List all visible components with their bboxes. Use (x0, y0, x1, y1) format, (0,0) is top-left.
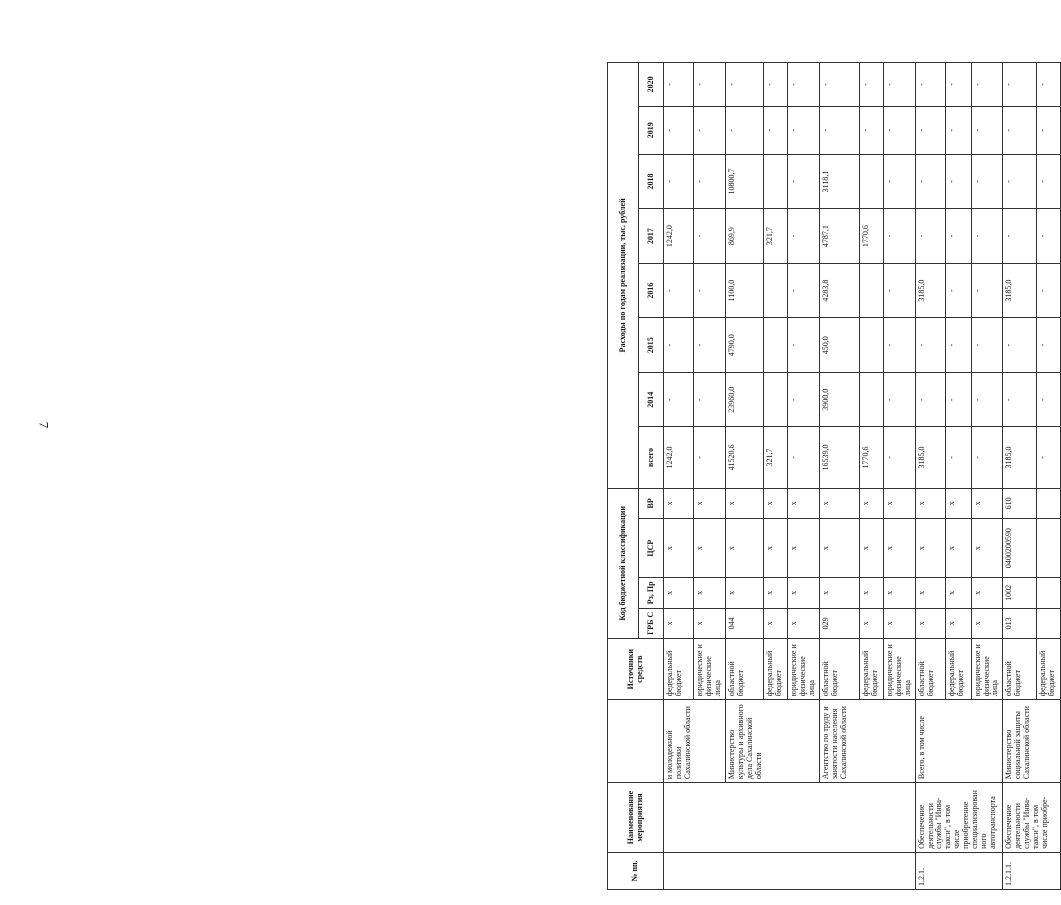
row-value-5: - (1003, 154, 1037, 209)
row-value-1 (859, 372, 883, 427)
row-vr: х (859, 488, 883, 519)
row-value-0: 41520,6 (725, 427, 763, 488)
row-value-0: - (1037, 427, 1061, 488)
table-body (664, 63, 1061, 890)
row-value-1: - (915, 372, 945, 427)
row-value-4: - (694, 209, 726, 264)
row-value-2: - (945, 318, 971, 373)
row-vr: х (694, 488, 726, 519)
page-number: 7 (36, 421, 52, 429)
table-row (725, 63, 763, 890)
row-value-0: 3185,0 (915, 427, 945, 488)
row-value-7: - (883, 63, 915, 107)
row-value-4: 321,7 (763, 209, 787, 264)
header-kbk-2: ЦСР (639, 519, 664, 578)
row-value-7: - (971, 63, 1003, 107)
header-executor (608, 700, 664, 783)
row-value-6: - (787, 106, 819, 154)
row-number: 1.2.1. (915, 852, 1003, 889)
row-rzpr: х (725, 578, 763, 609)
row-vr: х (725, 488, 763, 519)
table-row (819, 63, 859, 890)
row-source: юридические и физические лица (971, 639, 1003, 700)
row-value-1: - (971, 372, 1003, 427)
row-value-2: - (915, 318, 945, 373)
row-value-0: - (883, 427, 915, 488)
row-vr: х (819, 488, 859, 519)
row-rzpr: х (763, 578, 787, 609)
header-year-1: 2014 (639, 372, 664, 427)
row-rzpr (1037, 578, 1061, 609)
row-csr: х (883, 519, 915, 578)
row-csr: х (763, 519, 787, 578)
row-vr: х (971, 488, 1003, 519)
header-num: № пп. (608, 852, 664, 889)
row-value-2: - (1037, 318, 1061, 373)
row-csr: х (915, 519, 945, 578)
row-vr: х (664, 488, 694, 519)
row-name: Обеспечение деятельности службы "Инва-такси", в том числе приобре- (1003, 783, 1061, 853)
row-rzpr: х (694, 578, 726, 609)
row-csr: х (725, 519, 763, 578)
row-value-6: - (971, 106, 1003, 154)
header-year-7: 2020 (639, 63, 664, 107)
row-executor: Министерство культуры и архивного дела Сахалинской области (725, 700, 819, 783)
row-value-3: 4283,8 (819, 263, 859, 318)
row-value-2 (859, 318, 883, 373)
row-value-6: - (664, 106, 694, 154)
row-value-6: - (883, 106, 915, 154)
row-value-1: - (945, 372, 971, 427)
row-value-5: 3118,1 (819, 154, 859, 209)
row-value-4: - (883, 209, 915, 264)
row-value-6: - (915, 106, 945, 154)
row-source: областной бюджет (819, 639, 859, 700)
row-value-0: 3185,0 (1003, 427, 1037, 488)
table-row (1003, 63, 1037, 890)
row-value-0: - (694, 427, 726, 488)
header-year-0: всего (639, 427, 664, 488)
row-value-1: - (787, 372, 819, 427)
row-source: областной бюджет (1003, 639, 1037, 700)
row-source: федеральный бюджет (945, 639, 971, 700)
row-value-3: 1100,0 (725, 263, 763, 318)
row-grbs: х (945, 608, 971, 639)
row-value-0: 16539,0 (819, 427, 859, 488)
row-value-2: 450,0 (819, 318, 859, 373)
row-grbs: х (883, 608, 915, 639)
row-value-4: 4787,1 (819, 209, 859, 264)
row-value-5: - (945, 154, 971, 209)
header-expenses-group: Расходы по годам реализации, тыс. рублей (608, 63, 639, 489)
row-value-5 (763, 154, 787, 209)
row-number (664, 852, 916, 889)
row-value-5: - (915, 154, 945, 209)
row-source: юридические и физические лица (883, 639, 915, 700)
row-value-6: - (1037, 106, 1061, 154)
row-value-4: 1770,6 (859, 209, 883, 264)
row-csr (1037, 519, 1061, 578)
row-source: областной бюджет (725, 639, 763, 700)
row-grbs: х (915, 608, 945, 639)
row-executor: Агентство по труду и занятости населения Сахалинской области (819, 700, 915, 783)
row-value-4: - (1003, 209, 1037, 264)
row-value-7: - (787, 63, 819, 107)
row-source: юридические и физические лица (787, 639, 819, 700)
row-grbs: х (859, 608, 883, 639)
row-value-3: - (945, 263, 971, 318)
row-grbs: 013 (1003, 608, 1037, 639)
row-source: федеральный бюджет (664, 639, 694, 700)
row-csr: х (971, 519, 1003, 578)
row-value-7: - (1037, 63, 1061, 107)
row-value-1: - (883, 372, 915, 427)
row-grbs: х (664, 608, 694, 639)
row-value-0: 321,7 (763, 427, 787, 488)
row-value-3 (763, 263, 787, 318)
row-value-3: - (1037, 263, 1061, 318)
row-value-5: - (1037, 154, 1061, 209)
row-rzpr: х (787, 578, 819, 609)
row-value-0: 1770,6 (859, 427, 883, 488)
row-rzpr: х (883, 578, 915, 609)
row-value-5: 10800,7 (725, 154, 763, 209)
row-value-6: - (725, 106, 763, 154)
row-value-4: - (971, 209, 1003, 264)
row-csr: х (664, 519, 694, 578)
row-value-7: - (945, 63, 971, 107)
header-kbk-3: ВР (639, 488, 664, 519)
header-kbk-1: Рз, Пр (639, 578, 664, 609)
row-value-3: - (971, 263, 1003, 318)
row-value-6: - (859, 106, 883, 154)
row-value-0: - (945, 427, 971, 488)
table-row (915, 63, 945, 890)
row-value-1: 3900,0 (819, 372, 859, 427)
row-csr: х (819, 519, 859, 578)
row-value-4: 869,9 (725, 209, 763, 264)
row-value-0: - (787, 427, 819, 488)
row-value-3: 3185,0 (915, 263, 945, 318)
row-value-1: 23960,0 (725, 372, 763, 427)
header-year-5: 2018 (639, 154, 664, 209)
row-vr (1037, 488, 1061, 519)
row-value-1: - (1037, 372, 1061, 427)
row-value-7: - (725, 63, 763, 107)
rotated-page (607, 62, 1061, 890)
row-value-6: - (763, 106, 787, 154)
row-value-7: - (915, 63, 945, 107)
row-value-3: - (883, 263, 915, 318)
row-value-1: - (664, 372, 694, 427)
row-value-2: - (694, 318, 726, 373)
row-source: федеральный бюджет (859, 639, 883, 700)
row-csr: х (945, 519, 971, 578)
row-vr: х (945, 488, 971, 519)
row-value-6: - (819, 106, 859, 154)
row-grbs: х (763, 608, 787, 639)
row-value-3: - (664, 263, 694, 318)
budget-table (607, 62, 1061, 890)
row-rzpr: х (859, 578, 883, 609)
row-value-5: - (883, 154, 915, 209)
row-rzpr: 1002 (1003, 578, 1037, 609)
row-value-2 (763, 318, 787, 373)
row-value-5: - (787, 154, 819, 209)
row-value-1 (763, 372, 787, 427)
row-value-6: - (1003, 106, 1037, 154)
header-name: Наименование мероприятия (608, 783, 664, 853)
row-value-6: - (945, 106, 971, 154)
row-value-2: - (1003, 318, 1037, 373)
row-grbs: х (694, 608, 726, 639)
row-source: областной бюджет (915, 639, 945, 700)
row-value-7: - (763, 63, 787, 107)
row-source: федеральный бюджет (763, 639, 787, 700)
row-name: Обеспечение деятельности службы "Инва-такси", в том числе приобретение специализированного автотранспорта (915, 783, 1003, 853)
row-rzpr: х (971, 578, 1003, 609)
row-value-7: - (859, 63, 883, 107)
row-value-3 (859, 263, 883, 318)
row-grbs: 029 (819, 608, 859, 639)
row-rzpr: х (945, 578, 971, 609)
row-value-4: 1242,0 (664, 209, 694, 264)
row-executor: и молодежной политики Сахалинской области (664, 700, 726, 783)
row-grbs: 044 (725, 608, 763, 639)
row-value-3: - (694, 263, 726, 318)
row-source: федеральный бюджет (1037, 639, 1061, 700)
row-name (664, 783, 916, 853)
row-rzpr: х (819, 578, 859, 609)
row-value-7: - (664, 63, 694, 107)
header-row-1 (608, 63, 639, 890)
row-executor: Всего, в том числе (915, 700, 1003, 783)
row-value-0: 1242,0 (664, 427, 694, 488)
row-grbs: х (787, 608, 819, 639)
row-value-5: - (664, 154, 694, 209)
row-value-1: - (694, 372, 726, 427)
row-rzpr: х (664, 578, 694, 609)
row-csr: 0400200590 (1003, 519, 1037, 578)
row-value-5: - (971, 154, 1003, 209)
row-vr: х (787, 488, 819, 519)
row-value-4: - (787, 209, 819, 264)
row-csr: х (787, 519, 819, 578)
header-kbk-group: Код бюджетной классификации (608, 488, 639, 639)
row-vr: х (883, 488, 915, 519)
row-vr: 610 (1003, 488, 1037, 519)
table-row (664, 63, 694, 890)
row-value-2: - (971, 318, 1003, 373)
row-value-2: - (883, 318, 915, 373)
row-value-5 (859, 154, 883, 209)
row-value-6: - (694, 106, 726, 154)
row-value-7: - (694, 63, 726, 107)
row-value-4: - (1037, 209, 1061, 264)
row-value-2: - (787, 318, 819, 373)
row-value-2: - (664, 318, 694, 373)
row-grbs: х (971, 608, 1003, 639)
row-executor: Министерство социальной защиты Сахалинской области (1003, 700, 1061, 783)
row-vr: х (915, 488, 945, 519)
row-value-5: - (694, 154, 726, 209)
row-value-0: - (971, 427, 1003, 488)
row-rzpr: х (915, 578, 945, 609)
row-value-7: - (1003, 63, 1037, 107)
row-source: юридические и физические лица (694, 639, 726, 700)
row-csr: х (694, 519, 726, 578)
row-vr: х (763, 488, 787, 519)
row-grbs (1037, 608, 1061, 639)
row-csr: х (859, 519, 883, 578)
header-kbk-0: ГРБ С (639, 608, 664, 639)
header-source: Источники средств (608, 639, 664, 700)
header-year-6: 2019 (639, 106, 664, 154)
row-value-4: - (915, 209, 945, 264)
row-value-1: - (1003, 372, 1037, 427)
row-value-4: - (945, 209, 971, 264)
header-year-3: 2016 (639, 263, 664, 318)
row-value-3: - (787, 263, 819, 318)
row-value-7: - (819, 63, 859, 107)
header-year-4: 2017 (639, 209, 664, 264)
header-year-2: 2015 (639, 318, 664, 373)
row-number: 1.2.1.1. (1003, 852, 1061, 889)
row-value-3: 3185,0 (1003, 263, 1037, 318)
row-value-2: 4790,0 (725, 318, 763, 373)
